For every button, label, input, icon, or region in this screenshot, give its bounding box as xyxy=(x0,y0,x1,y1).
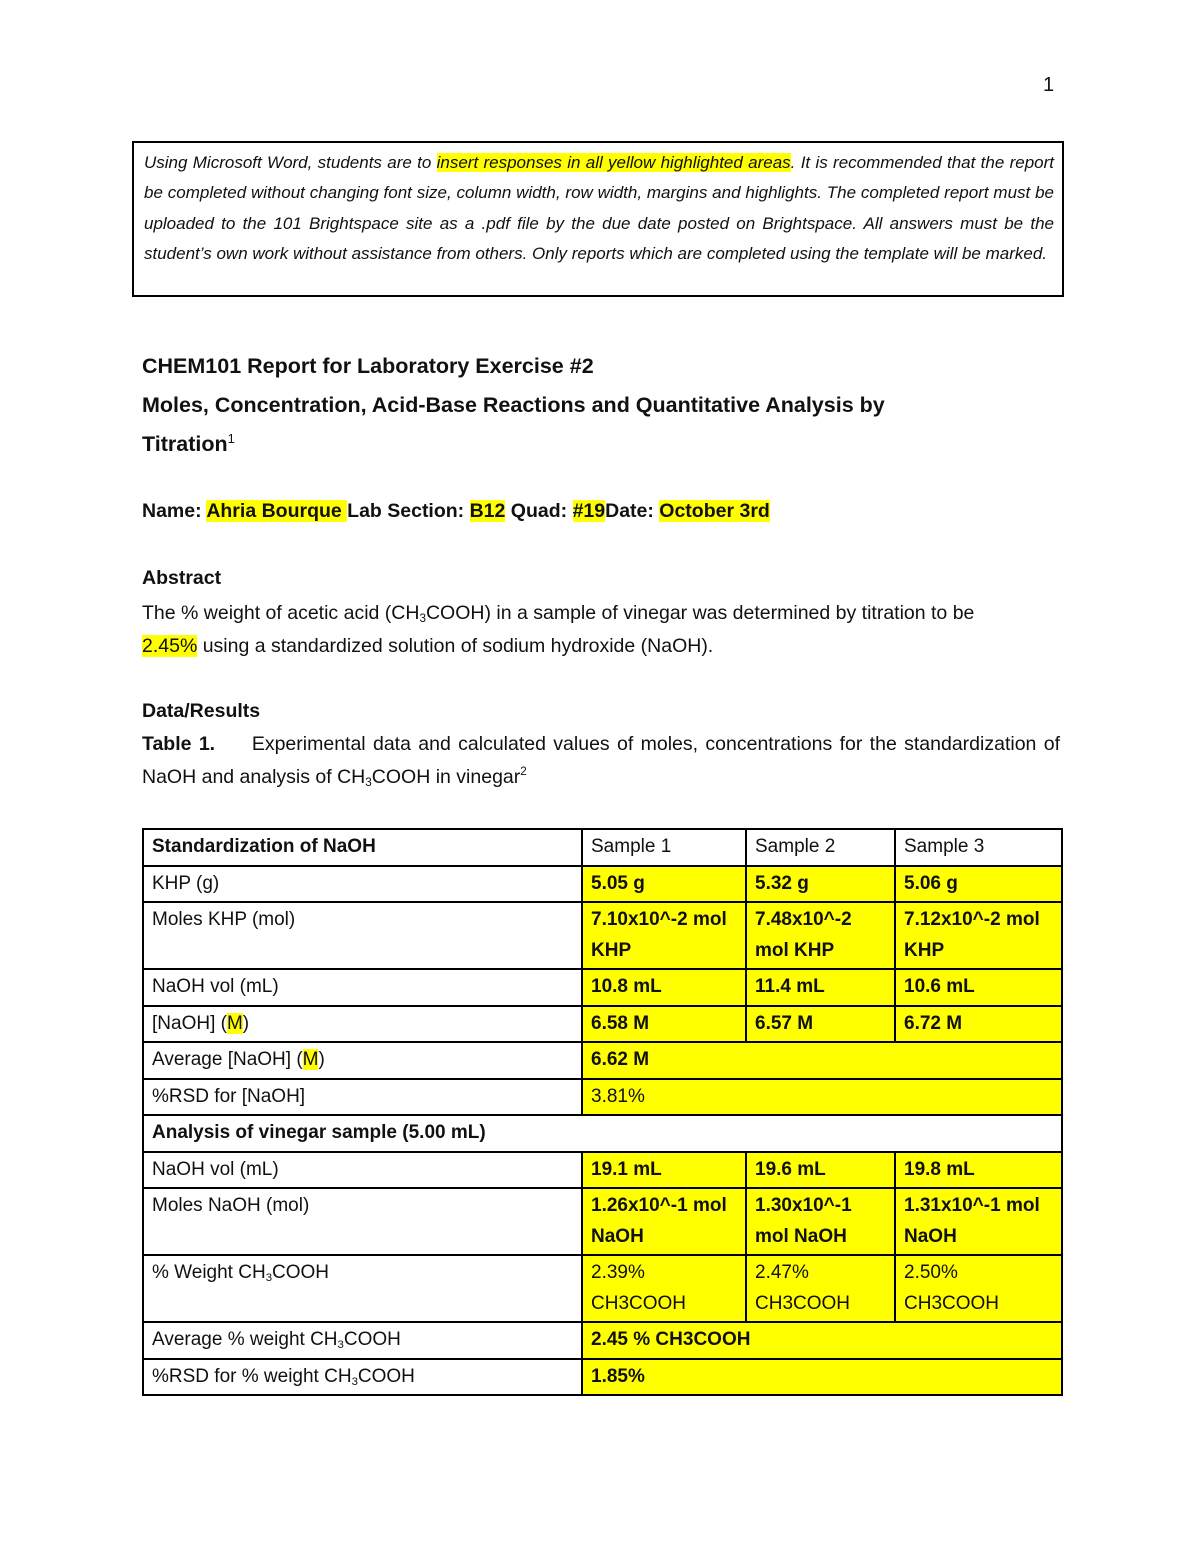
row-label: Moles KHP (mol) xyxy=(143,902,582,969)
data-results-heading: Data/Results xyxy=(142,700,261,722)
table-row xyxy=(143,1042,1062,1079)
response-cell[interactable]: 5.32 g xyxy=(746,866,895,903)
header-fields xyxy=(142,500,770,523)
row-label xyxy=(143,1359,582,1396)
row-label-text: COOH xyxy=(272,1262,330,1283)
unit-field[interactable]: M xyxy=(226,1012,243,1034)
row-label: Moles NaOH (mol) xyxy=(143,1188,582,1255)
response-cell[interactable]: 7.10x10^-2 mol KHP xyxy=(582,902,746,969)
abstract-result-field[interactable]: 2.45% xyxy=(142,635,198,657)
response-cell[interactable]: 10.6 mL xyxy=(895,969,1062,1006)
response-cell[interactable]: 19.6 mL xyxy=(746,1152,895,1189)
response-cell[interactable]: 7.12x10^-2 mol KHP xyxy=(895,902,1062,969)
footnote-ref-2: 2 xyxy=(520,765,527,778)
response-cell[interactable]: 2.50% CH3COOH xyxy=(895,1255,1062,1322)
response-cell[interactable]: 2.47% CH3COOH xyxy=(746,1255,895,1322)
abstract-text xyxy=(142,597,1060,663)
response-cell[interactable]: 6.57 M xyxy=(746,1006,895,1043)
response-cell[interactable]: 6.58 M xyxy=(582,1006,746,1043)
row-label xyxy=(143,1042,582,1079)
row-label xyxy=(143,1255,582,1322)
page-number: 1 xyxy=(1043,74,1055,96)
results-table xyxy=(142,828,1063,1396)
caption-text-1: Experimental data and calculated values of moles, concentrations for the standardization of NaOH and analysis of CH xyxy=(142,733,1060,788)
header-cell: Sample 2 xyxy=(746,829,895,866)
response-cell[interactable]: 10.8 mL xyxy=(582,969,746,1006)
row-label: NaOH vol (mL) xyxy=(143,1152,582,1189)
report-subtitle-line2 xyxy=(142,432,235,457)
quad-field[interactable]: #19 xyxy=(572,500,606,522)
row-label-text: %RSD for % weight CH xyxy=(152,1365,352,1387)
table-row xyxy=(143,1006,1062,1043)
abstract-heading: Abstract xyxy=(142,567,222,589)
table-row xyxy=(143,1322,1062,1359)
response-cell[interactable]: 1.26x10^-1 mol NaOH xyxy=(582,1188,746,1255)
row-label-text: [NaOH] ( xyxy=(152,1012,227,1034)
report-subtitle-line1: Moles, Concentration, Acid-Base Reactions and Quantitative Analysis by xyxy=(142,393,885,417)
header-cell: Sample 1 xyxy=(582,829,746,866)
section-field[interactable]: B12 xyxy=(469,500,506,522)
row-label: KHP (g) xyxy=(143,866,582,903)
table-section-row xyxy=(143,1115,1062,1152)
row-label-text: COOH xyxy=(343,1329,401,1350)
table-row xyxy=(143,1255,1062,1322)
response-cell[interactable]: 11.4 mL xyxy=(746,969,895,1006)
response-cell[interactable]: 3.81% xyxy=(582,1079,1062,1116)
date-field[interactable]: October 3rd xyxy=(659,500,770,522)
table-caption xyxy=(142,728,1060,794)
row-label-sub: 3 xyxy=(337,1339,344,1351)
response-cell[interactable]: 19.1 mL xyxy=(582,1152,746,1189)
table-row xyxy=(143,1188,1062,1255)
instructions-box xyxy=(132,141,1064,297)
row-label-text: Average % weight CH xyxy=(152,1329,338,1350)
response-cell[interactable]: 1.31x10^-1 mol NaOH xyxy=(895,1188,1062,1255)
row-label: NaOH vol (mL) xyxy=(143,969,582,1006)
abstract-text-1: The % weight of acetic acid (CH xyxy=(142,602,420,624)
instructions-text-2: . It is recommended that the report be completed without changing font size, column width, row width, margins and highlights. The completed report must be uploaded to the 101 Brightspace site as a .pdf file by the due date posted on Brightspace. All answers must be the student’s own work without assistance from others. Only reports which are completed using the template will be marked. xyxy=(144,153,1054,264)
table-row xyxy=(143,1152,1062,1189)
table-row xyxy=(143,1079,1062,1116)
row-label-text: COOH xyxy=(357,1365,415,1387)
response-cell[interactable]: 1.30x10^-1 mol NaOH xyxy=(746,1188,895,1255)
subtitle-text: Titration xyxy=(142,432,228,456)
response-cell[interactable]: 6.72 M xyxy=(895,1006,1062,1043)
quad-label: Quad: xyxy=(510,500,568,522)
row-label: %RSD for [NaOH] xyxy=(143,1079,582,1116)
table-header-row xyxy=(143,829,1062,866)
name-field[interactable]: Ahria Bourque xyxy=(206,500,348,522)
table-row xyxy=(143,902,1062,969)
abstract-text-3: using a standardized solution of sodium hydroxide (NaOH). xyxy=(197,635,714,657)
row-label-sub: 3 xyxy=(351,1375,358,1388)
row-label xyxy=(143,1322,582,1359)
date-label: Date: xyxy=(605,500,654,522)
unit-field[interactable]: M xyxy=(302,1049,319,1070)
abstract-sub: 3 xyxy=(419,612,426,625)
response-cell[interactable]: 1.85% xyxy=(582,1359,1062,1396)
response-cell[interactable]: 6.62 M xyxy=(582,1042,1062,1079)
caption-label: Table 1. xyxy=(142,733,216,755)
response-cell[interactable]: 5.05 g xyxy=(582,866,746,903)
caption-text-2: COOH in vinegar xyxy=(371,766,521,788)
response-cell[interactable]: 2.45 % CH3COOH xyxy=(582,1322,1062,1359)
instructions-highlight: insert responses in all yellow highlighted areas xyxy=(436,153,791,172)
response-cell[interactable]: 5.06 g xyxy=(895,866,1062,903)
name-label: Name: xyxy=(142,500,202,522)
row-label-text: Average [NaOH] ( xyxy=(152,1049,303,1070)
instructions-text-1: Using Microsoft Word, students are to xyxy=(144,153,437,172)
table-row xyxy=(143,1359,1062,1396)
row-label-text: ) xyxy=(318,1049,325,1070)
header-cell: Sample 3 xyxy=(895,829,1062,866)
row-label-text: % Weight CH xyxy=(152,1262,266,1283)
report-title: CHEM101 Report for Laboratory Exercise #2 xyxy=(142,354,594,378)
footnote-ref-1: 1 xyxy=(227,431,235,446)
caption-sub: 3 xyxy=(365,776,372,789)
row-label xyxy=(143,1006,582,1043)
abstract-text-2: COOH) in a sample of vinegar was determined by titration to be xyxy=(425,602,975,624)
response-cell[interactable]: 2.39% CH3COOH xyxy=(582,1255,746,1322)
response-cell[interactable]: 19.8 mL xyxy=(895,1152,1062,1189)
section-label: Lab Section: xyxy=(347,500,465,522)
row-label-text: ) xyxy=(242,1012,250,1034)
table-row xyxy=(143,969,1062,1006)
response-cell[interactable]: 7.48x10^-2 mol KHP xyxy=(746,902,895,969)
header-cell: Standardization of NaOH xyxy=(143,829,582,866)
row-label-sub: 3 xyxy=(265,1272,273,1284)
table-row xyxy=(143,866,1062,903)
section-header: Analysis of vinegar sample (5.00 mL) xyxy=(143,1115,1062,1152)
